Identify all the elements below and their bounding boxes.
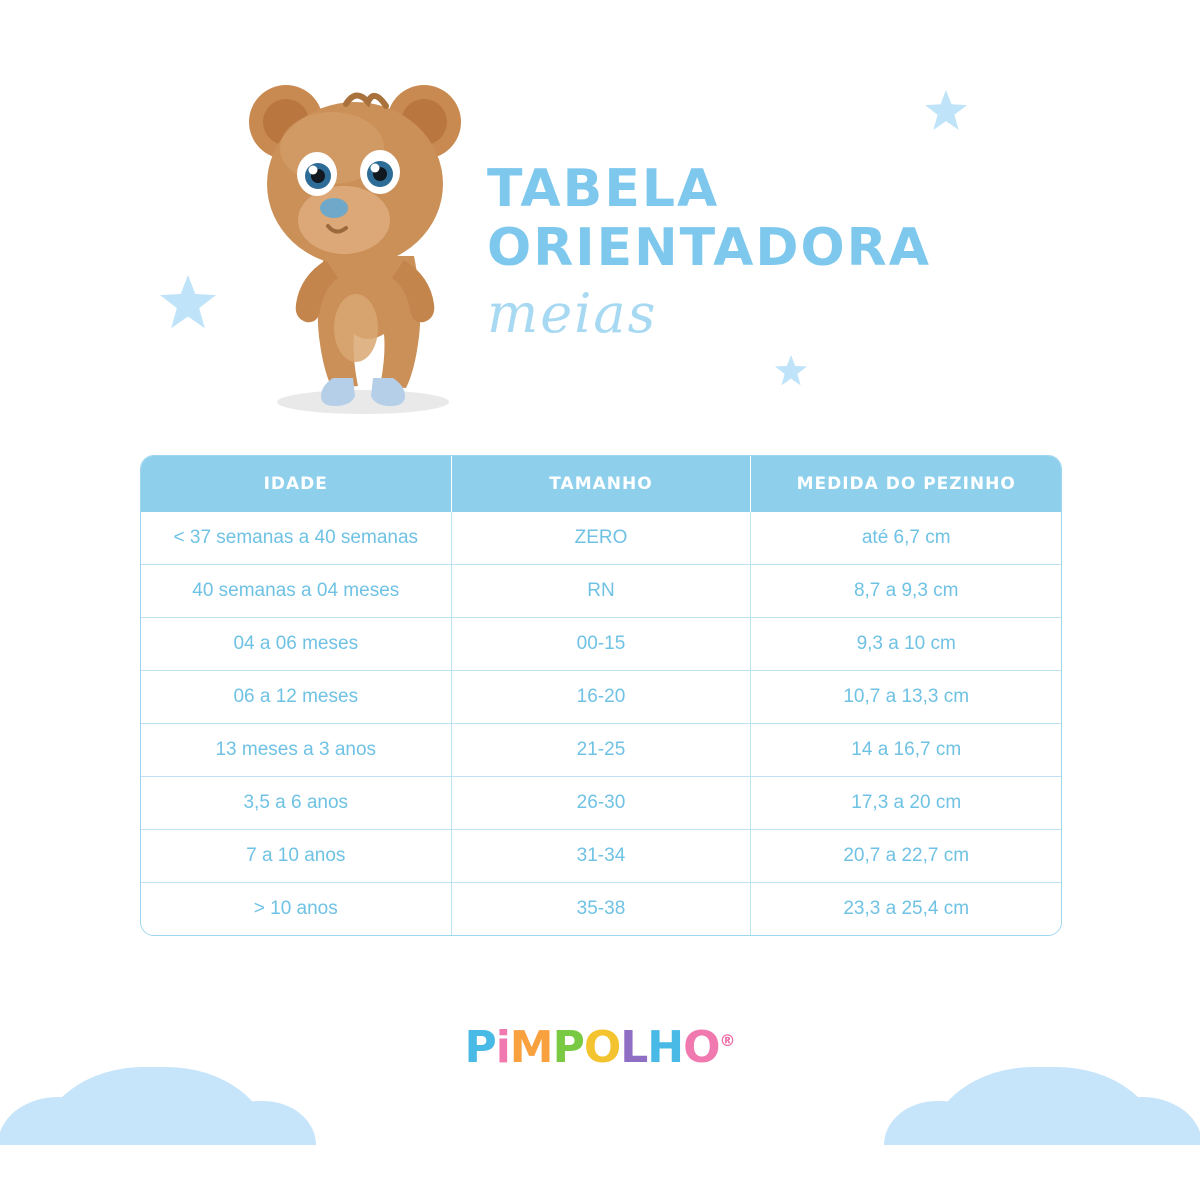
cell-medida: 17,3 a 20 cm: [751, 777, 1061, 830]
title-line-1: TABELA: [487, 159, 720, 219]
page-title: [487, 160, 1087, 345]
cell-idade: 06 a 12 meses: [141, 671, 451, 724]
cell-tamanho: 26-30: [451, 777, 751, 830]
cell-idade: 40 semanas a 04 meses: [141, 565, 451, 618]
teddy-bear-mascot: [228, 60, 498, 415]
column-header-tamanho: TAMANHO: [451, 456, 751, 512]
cell-tamanho: 21-25: [451, 724, 751, 777]
cell-medida: 10,7 a 13,3 cm: [751, 671, 1061, 724]
logo-letter-3: P: [552, 1022, 584, 1073]
logo-letter-6: H: [647, 1022, 684, 1073]
cell-medida: 14 a 16,7 cm: [751, 724, 1061, 777]
cell-tamanho: 35-38: [451, 883, 751, 936]
logo-registered-mark: ®: [719, 1031, 736, 1051]
cell-idade: 7 a 10 anos: [141, 830, 451, 883]
table-row: [141, 883, 1061, 936]
title-line-2: ORIENTADORA: [487, 217, 931, 278]
cell-medida: 23,3 a 25,4 cm: [751, 883, 1061, 936]
header: [0, 0, 1200, 430]
logo-letter-0: P: [464, 1022, 496, 1073]
cell-idade: 13 meses a 3 anos: [141, 724, 451, 777]
table-row: [141, 830, 1061, 883]
cell-tamanho: 00-15: [451, 618, 751, 671]
size-table-element: [141, 456, 1061, 935]
cell-medida: 8,7 a 9,3 cm: [751, 565, 1061, 618]
cell-tamanho: 31-34: [451, 830, 751, 883]
logo-letter-1: i: [495, 1022, 510, 1073]
cell-medida: até 6,7 cm: [751, 512, 1061, 565]
table-row: [141, 512, 1061, 565]
logo-letter-7: O: [683, 1022, 720, 1073]
cell-tamanho: 16-20: [451, 671, 751, 724]
cell-medida: 9,3 a 10 cm: [751, 618, 1061, 671]
table-header-row: [141, 456, 1061, 512]
cell-idade: > 10 anos: [141, 883, 451, 936]
size-table: [140, 455, 1062, 936]
column-header-idade: IDADE: [141, 456, 451, 512]
cell-idade: < 37 semanas a 40 semanas: [141, 512, 451, 565]
cell-idade: 3,5 a 6 anos: [141, 777, 451, 830]
cloud-icon: [40, 1067, 270, 1145]
table-row: [141, 565, 1061, 618]
logo-letter-5: L: [620, 1022, 648, 1073]
cell-idade: 04 a 06 meses: [141, 618, 451, 671]
cloud-icon: [930, 1067, 1160, 1145]
table-body: [141, 512, 1061, 935]
table-header: [141, 456, 1061, 512]
logo-letter-4: O: [583, 1022, 621, 1073]
cell-tamanho: RN: [451, 565, 751, 618]
brand-logo: [0, 1022, 1200, 1073]
table-row: [141, 777, 1061, 830]
table-row: [141, 618, 1061, 671]
table-row: [141, 724, 1061, 777]
column-header-medida: MEDIDA DO PEZINHO: [751, 456, 1061, 512]
logo-letter-2: M: [509, 1022, 553, 1073]
cell-medida: 20,7 a 22,7 cm: [751, 830, 1061, 883]
cell-tamanho: ZERO: [451, 512, 751, 565]
title-subtitle: meias: [487, 281, 658, 345]
table-row: [141, 671, 1061, 724]
